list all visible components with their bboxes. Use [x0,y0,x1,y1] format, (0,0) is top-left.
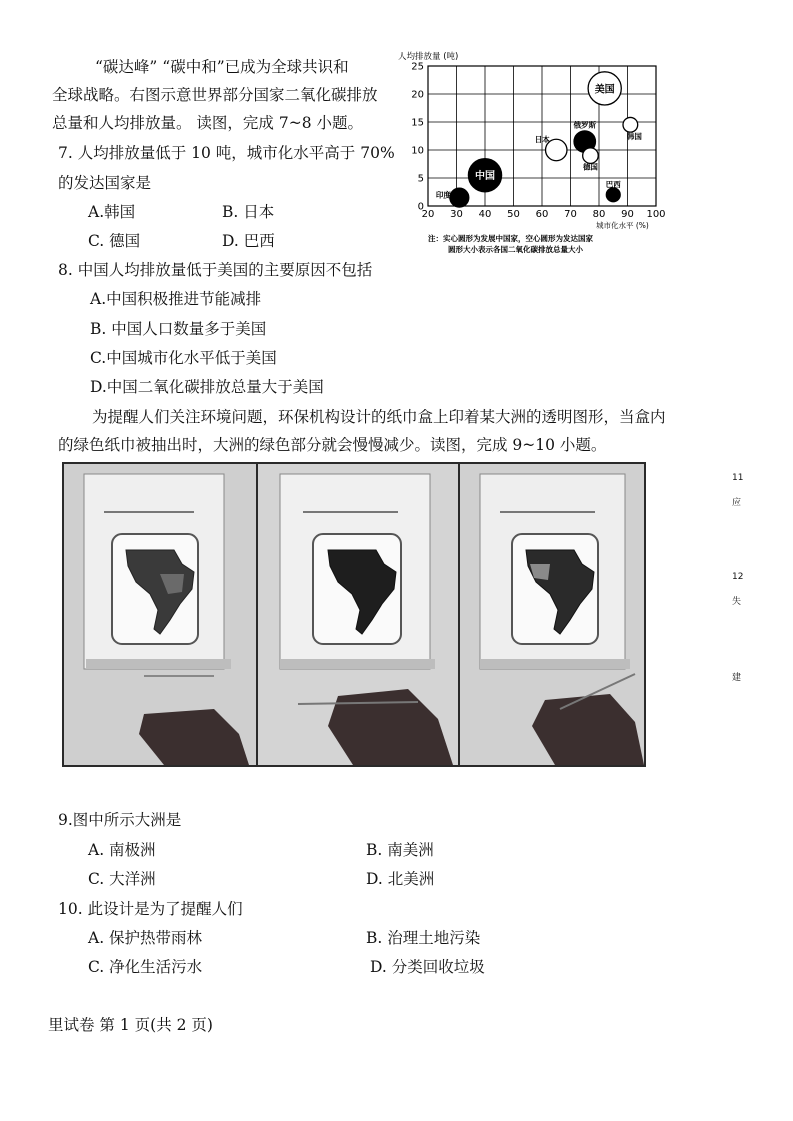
chart-ytick-label: 20 [411,89,424,101]
q9-option-a[interactable]: A. 南极洲 [88,841,156,859]
q10-stem: 10. 此设计是为了提醒人们 [58,900,243,918]
chart-note-line2: 圆形大小表示各国二氧化碳排放总量大小 [448,245,583,254]
margin-note-3: 12 [732,572,744,582]
chart-xtick-label: 100 [646,209,666,220]
chart-point-label: 中国 [475,171,495,183]
q9-option-c[interactable]: C. 大洋洲 [88,870,156,888]
chart-point-label: 日本 [534,135,550,144]
margin-note-1: 11 [732,473,744,483]
chart-note-line1: 注：实心圆形为发展中国家，空心圆形为发达国家 [428,234,593,243]
q9-option-d[interactable]: D. 北美洲 [366,870,435,888]
q8-option-a[interactable]: A.中国积极推进节能减排 [90,290,262,308]
chart-ylabel: 人均排放量 (吨) [398,52,459,62]
q10-option-b[interactable]: B. 治理土地污染 [366,929,481,947]
chart-point-label: 俄罗斯 [573,120,596,130]
chart-ytick-label: 10 [411,145,424,157]
margin-note-5: 建 [732,673,742,683]
chart-point [606,188,620,202]
chart-ytick-label: 0 [417,201,424,213]
q10-option-c[interactable]: C. 净化生活污水 [88,958,203,976]
intro1-line3: 总量和人均排放量。 读图，完成 7~8 小题。 [52,114,363,132]
chart-xtick-label: 70 [564,209,577,220]
q7-option-b[interactable]: B. 日本 [222,203,275,221]
q8-option-b[interactable]: B. 中国人口数量多于美国 [90,320,267,338]
chart-point [450,188,469,207]
q8-stem: 8. 中国人均排放量低于美国的主要原因不包括 [58,261,373,279]
chart-point [623,117,638,132]
q10-option-a[interactable]: A. 保护热带雨林 [88,929,203,947]
chart-xtick-label: 30 [450,209,463,220]
margin-note-4: 失 [732,597,742,607]
chart-ytick-label: 25 [411,61,424,73]
tissue-box-photo-3 [460,464,644,765]
chart-points [436,72,642,207]
page-footer: 里试卷 第 1 页(共 2 页) [48,1016,213,1034]
q7-option-c[interactable]: C. 德国 [88,232,141,250]
chart-point-label: 美国 [594,84,615,96]
q7-stem-line1: 7. 人均排放量低于 10 吨，城市化水平高于 70% [58,144,395,162]
chart-point-label: 韩国 [626,131,642,141]
chart-point [583,148,599,164]
chart-xtick-label: 20 [421,209,435,220]
intro1-line1: “碳达峰” “碳中和”已成为全球共识和 [95,58,349,76]
q9-option-b[interactable]: B. 南美洲 [366,841,434,859]
chart-point-label: 德国 [582,162,598,172]
chart-ytick-label: 5 [417,173,424,185]
q7-stem-line2: 的发达国家是 [58,174,152,192]
q8-option-d[interactable]: D.中国二氧化碳排放总量大于美国 [90,378,324,396]
chart-point-label: 巴西 [605,179,621,189]
intro2-line2: 的绿色纸巾被抽出时，大洲的绿色部分就会慢慢减少。读图，完成 9~10 小题。 [58,436,607,454]
chart-ytick-label: 15 [411,117,424,129]
co2-emission-bubble-chart [398,50,670,262]
chart-point-label: 印度 [435,190,451,200]
margin-note-2: 应 [732,498,742,508]
chart-xtick-label: 80 [592,209,606,220]
q9-stem: 9.图中所示大洲是 [58,811,182,829]
q7-option-d[interactable]: D. 巴西 [222,232,275,250]
chart-xtick-label: 40 [478,209,492,220]
intro1-line2: 全球战略。右图示意世界部分国家二氧化碳排放 [52,86,378,104]
tissue-box-photo-strip [62,462,646,767]
chart-xtick-label: 90 [621,209,634,220]
tissue-box-photo-1 [64,464,256,765]
intro2-line1: 为提醒人们关注环境问题，环保机构设计的纸巾盒上印着某大洲的透明图形，当盒内 [92,408,666,426]
chart-xlabel: 城市化水平 (%) [596,221,649,230]
q10-option-d[interactable]: D. 分类回收垃圾 [370,958,485,976]
tissue-box-photo-2 [258,464,458,765]
q8-option-c[interactable]: C.中国城市化水平低于美国 [90,349,277,367]
chart-xtick-label: 60 [535,209,549,220]
q7-option-a[interactable]: A.韩国 [88,203,136,221]
chart-xtick-label: 50 [507,209,520,220]
